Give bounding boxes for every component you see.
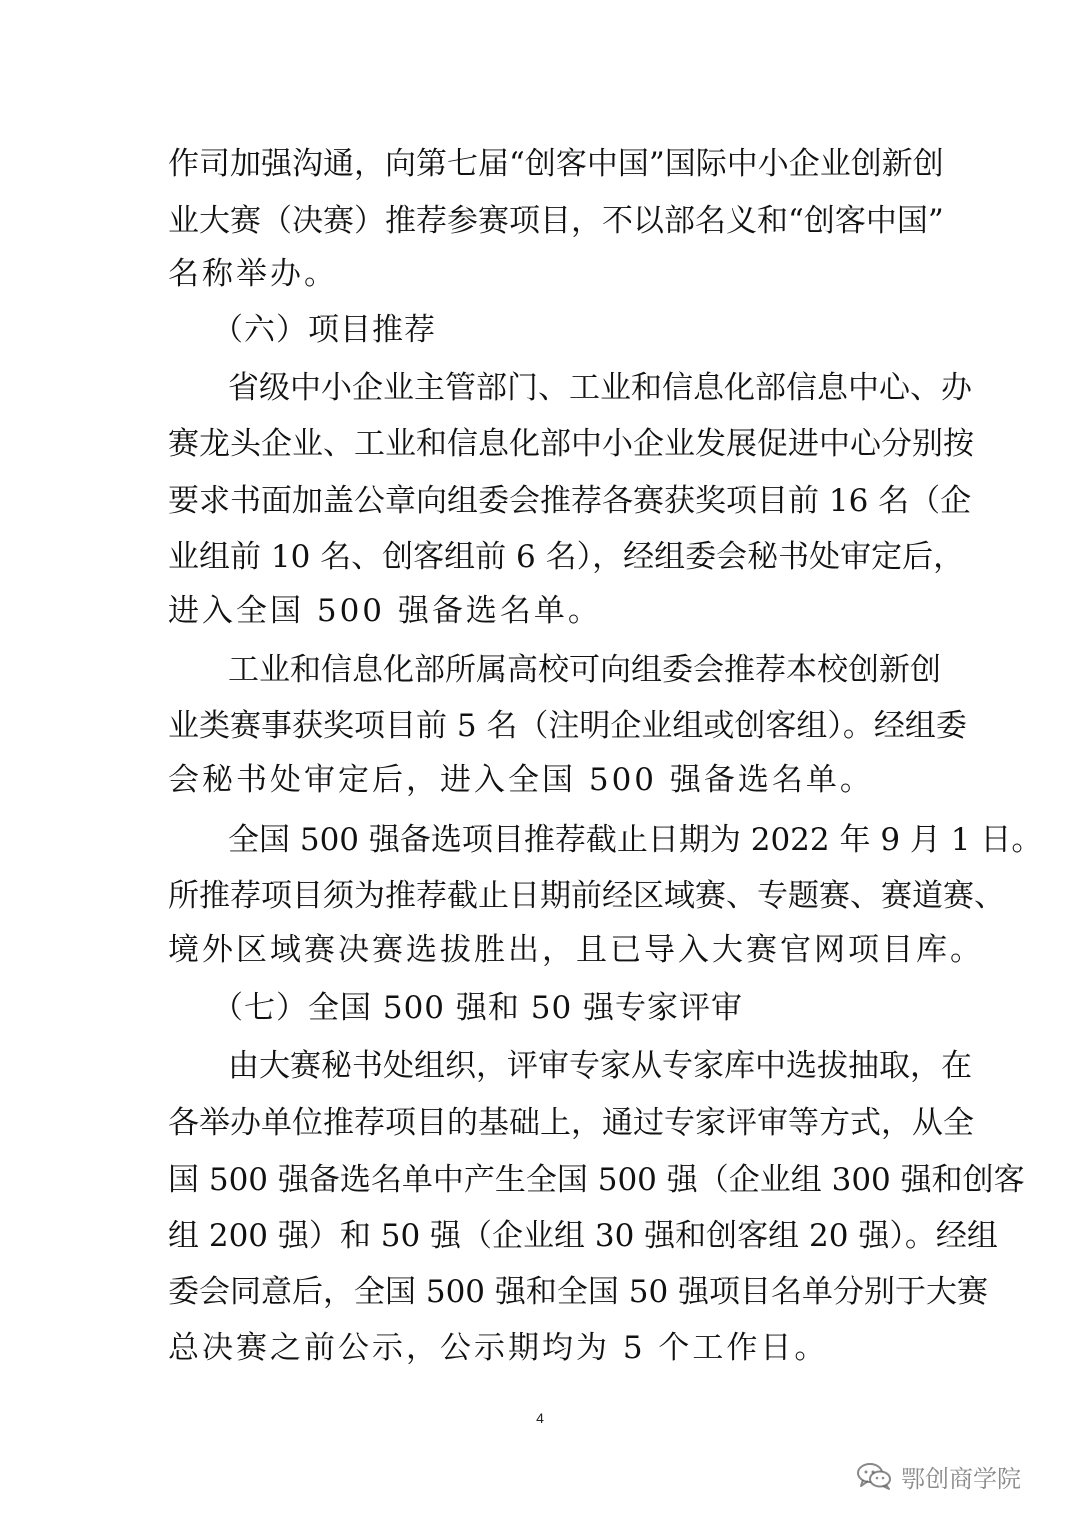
text-line-3: 名称举办。 [168, 256, 338, 292]
text-line-7: 要求书面加盖公章向组委会推荐各赛获奖项目前 16 名（企 [168, 483, 972, 519]
text-line-15: 境外区域赛决赛选拔胜出，且已导入大赛官网项目库。 [168, 932, 984, 968]
text-line-17: 由大赛秘书处组织，评审专家从专家库中选拔抽取，在 [228, 1048, 972, 1084]
text-line-5: 省级中小企业主管部门、工业和信息化部信息中心、办 [228, 370, 972, 406]
wechat-chat-icon [855, 1461, 893, 1491]
page-number: 4 [536, 1410, 544, 1426]
text-line-20: 组 200 强）和 50 强（企业组 30 强和创客组 20 强）。经组 [168, 1218, 998, 1254]
text-line-12: 会秘书处审定后，进入全国 500 强备选名单。 [168, 762, 874, 798]
watermark [855, 1454, 1060, 1498]
section-heading-seven: （七）全国 500 强和 50 强专家评审 [212, 990, 744, 1026]
section-heading-six: （六）项目推荐 [212, 312, 436, 348]
text-line-9: 进入全国 500 强备选名单。 [168, 593, 602, 629]
text-line-13: 全国 500 强备选项目推荐截止日期为 2022 年 9 月 1 日。 [228, 822, 1043, 858]
text-line-19: 国 500 强备选名单中产生全国 500 强（企业组 300 强和创客 [168, 1162, 1025, 1198]
text-line-18: 各举办单位推荐项目的基础上，通过专家评审等方式，从全 [168, 1105, 974, 1141]
text-line-22: 总决赛之前公示，公示期均为 5 个工作日。 [168, 1330, 829, 1366]
watermark-text: 鄂创商学院 [901, 1464, 1021, 1493]
text-line-11: 业类赛事获奖项目前 5 名（注明企业组或创客组）。经组委 [168, 708, 967, 744]
text-line-10: 工业和信息化部所属高校可向组委会推荐本校创新创 [228, 652, 941, 688]
text-line-1: 作司加强沟通，向第七届“创客中国”国际中小企业创新创 [168, 146, 944, 182]
text-line-8: 业组前 10 名、创客组前 6 名），经组委会秘书处审定后， [168, 539, 965, 575]
text-line-6: 赛龙头企业、工业和信息化部中小企业发展促进中心分别按 [168, 426, 974, 462]
text-line-2: 业大赛（决赛）推荐参赛项目，不以部名义和“创客中国” [168, 203, 944, 239]
text-line-21: 委会同意后，全国 500 强和全国 50 强项目名单分别于大赛 [168, 1274, 989, 1310]
text-line-14: 所推荐项目须为推荐截止日期前经区域赛、专题赛、赛道赛、 [168, 878, 1005, 914]
